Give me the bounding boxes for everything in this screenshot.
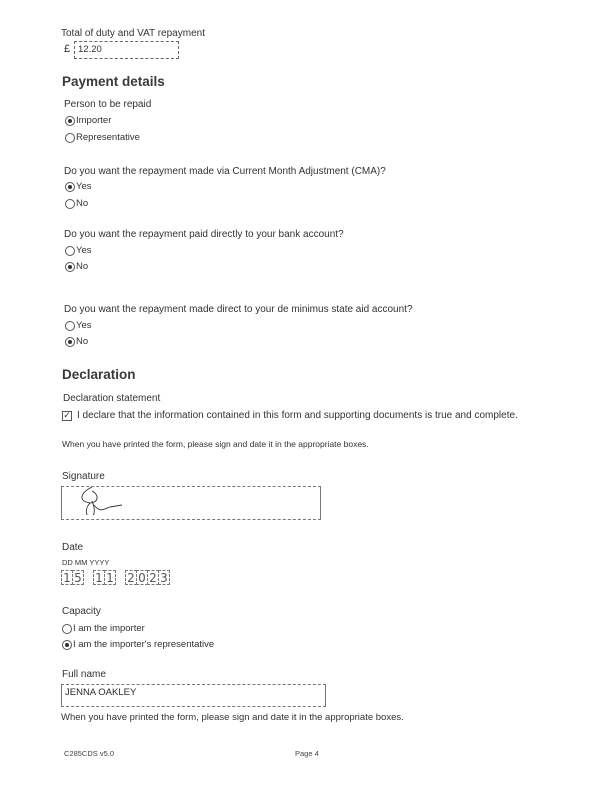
radio-de-minimus-yes[interactable] (65, 320, 92, 331)
date-field[interactable] (61, 570, 169, 585)
radio-label: Importer (76, 115, 112, 126)
radio-label: Yes (76, 181, 92, 192)
radio-checked-icon (65, 116, 75, 126)
full-name-field[interactable]: JENNA OAKLEY (61, 684, 326, 707)
payment-details-heading: Payment details (62, 74, 165, 89)
bank-question: Do you want the repayment paid directly to your bank account? (64, 229, 344, 240)
radio-de-minimus-no[interactable] (65, 336, 88, 347)
declaration-statement-text: I declare that the information contained in this form and supporting documents is true and complete. (77, 410, 518, 421)
page-number: Page 4 (295, 749, 319, 758)
radio-label: No (76, 336, 89, 347)
declaration-checkbox-row[interactable] (62, 410, 518, 421)
radio-bank-yes[interactable] (65, 245, 92, 256)
radio-representative[interactable] (65, 132, 140, 143)
person-to-be-repaid-label: Person to be repaid (64, 99, 152, 110)
date-day-digit[interactable]: 1 (61, 570, 73, 585)
radio-checked-icon (65, 337, 75, 347)
date-label: Date (62, 542, 84, 553)
radio-label: I am the importer's representative (73, 639, 215, 650)
cma-question: Do you want the repayment made via Current Month Adjustment (CMA)? (64, 166, 386, 177)
print-note-2: When you have printed the form, please sign and date it in the appropriate boxes. (61, 712, 404, 723)
de-minimus-question: Do you want the repayment made direct to your de minimus state aid account? (64, 304, 413, 315)
radio-label: Yes (76, 245, 92, 256)
radio-label: Representative (76, 132, 140, 143)
signature-box[interactable] (61, 486, 321, 520)
print-note: When you have printed the form, please sign and date it in the appropriate boxes. (62, 439, 369, 449)
date-year-digit[interactable]: 3 (158, 570, 170, 585)
radio-cma-yes[interactable] (65, 181, 92, 192)
full-name-label: Full name (62, 669, 106, 680)
capacity-label: Capacity (62, 606, 101, 617)
date-year-digit[interactable]: 2 (147, 570, 159, 585)
radio-unchecked-icon (65, 133, 75, 143)
date-year-digit[interactable]: 2 (125, 570, 137, 585)
radio-capacity-importer[interactable] (62, 623, 145, 634)
date-day-digit[interactable]: 5 (72, 570, 84, 585)
radio-label: Yes (76, 320, 92, 331)
declaration-statement-label: Declaration statement (63, 393, 161, 404)
date-month-digit[interactable]: 1 (93, 570, 105, 585)
signature-scribble (70, 483, 170, 515)
radio-label: No (76, 261, 89, 272)
radio-unchecked-icon (65, 246, 75, 256)
radio-checked-icon (62, 640, 72, 650)
radio-checked-icon (65, 182, 75, 192)
total-repayment-label: Total of duty and VAT repayment (61, 28, 205, 39)
radio-label: No (76, 198, 89, 209)
radio-label: I am the importer (73, 623, 145, 634)
date-month-digit[interactable]: 1 (104, 570, 116, 585)
signature-label: Signature (62, 471, 105, 482)
checkbox-checked-icon[interactable]: ✓ (63, 410, 71, 420)
total-repayment-field[interactable]: 12.20 (74, 41, 179, 59)
currency-symbol: £ (64, 43, 71, 55)
declaration-heading: Declaration (62, 367, 136, 382)
date-format-hint: DD MM YYYY (62, 558, 110, 567)
radio-unchecked-icon (62, 624, 72, 634)
date-year-digit[interactable]: 0 (136, 570, 148, 585)
radio-unchecked-icon (65, 199, 75, 209)
radio-checked-icon (65, 262, 75, 272)
radio-importer[interactable] (65, 115, 111, 126)
radio-cma-no[interactable] (65, 198, 88, 209)
radio-capacity-representative[interactable] (62, 639, 214, 650)
form-code: C285CDS v5.0 (64, 749, 115, 758)
radio-unchecked-icon (65, 321, 75, 331)
radio-bank-no[interactable] (65, 261, 88, 272)
